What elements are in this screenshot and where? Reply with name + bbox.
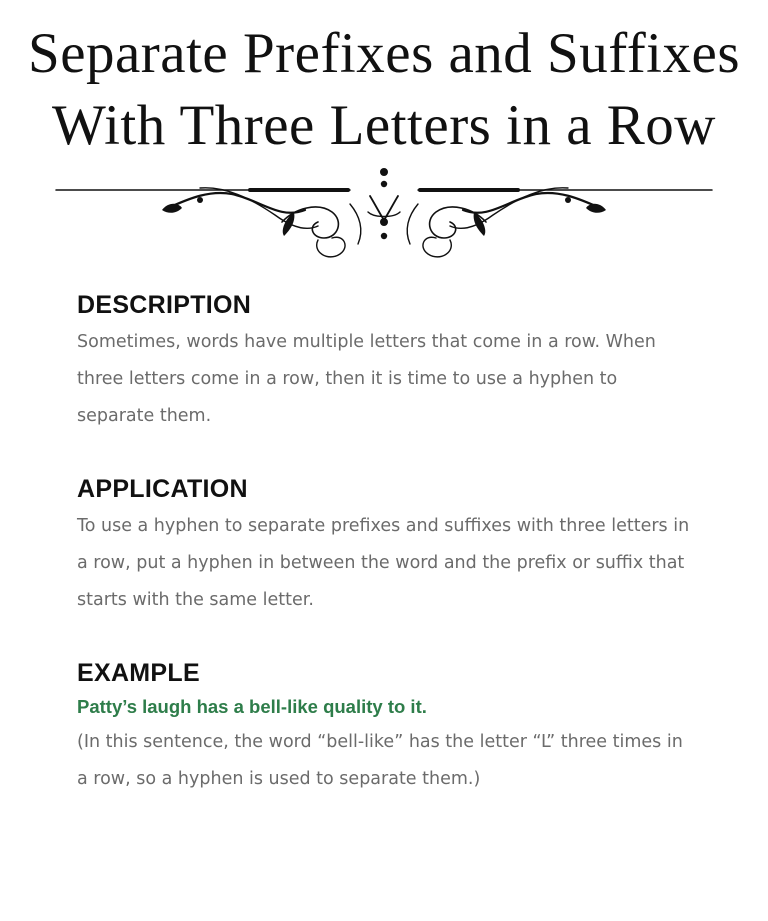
description-body: Sometimes, words have multiple letters that come in a row. When three letters come in a row, then it is time to use a hyphen to separate them.: [77, 332, 656, 426]
example-sentence: Patty’s laugh has a bell-like quality to it.: [77, 696, 427, 717]
application-body: To use a hyphen to separate prefixes and suffixes with three letters in a row, put a hyphen in between the word and the prefix or suffix that starts with the same letter.: [77, 516, 690, 610]
example-section: [77, 658, 697, 798]
application-section: [77, 474, 697, 619]
example-explanation: (In this sentence, the word “bell-like” has the letter “L” three times in a row, so a hyphen is used to separate them.): [77, 732, 683, 789]
application-heading: APPLICATION: [77, 475, 248, 503]
description-heading: DESCRIPTION: [77, 291, 252, 319]
flourish-divider-icon: [50, 160, 718, 270]
title-line-1: Separate Prefixes and Suffixes: [28, 22, 740, 85]
title-line-2: With Three Letters in a Row: [52, 94, 716, 157]
example-heading: EXAMPLE: [77, 659, 200, 687]
description-section: [77, 290, 697, 435]
page-title: [0, 18, 768, 162]
